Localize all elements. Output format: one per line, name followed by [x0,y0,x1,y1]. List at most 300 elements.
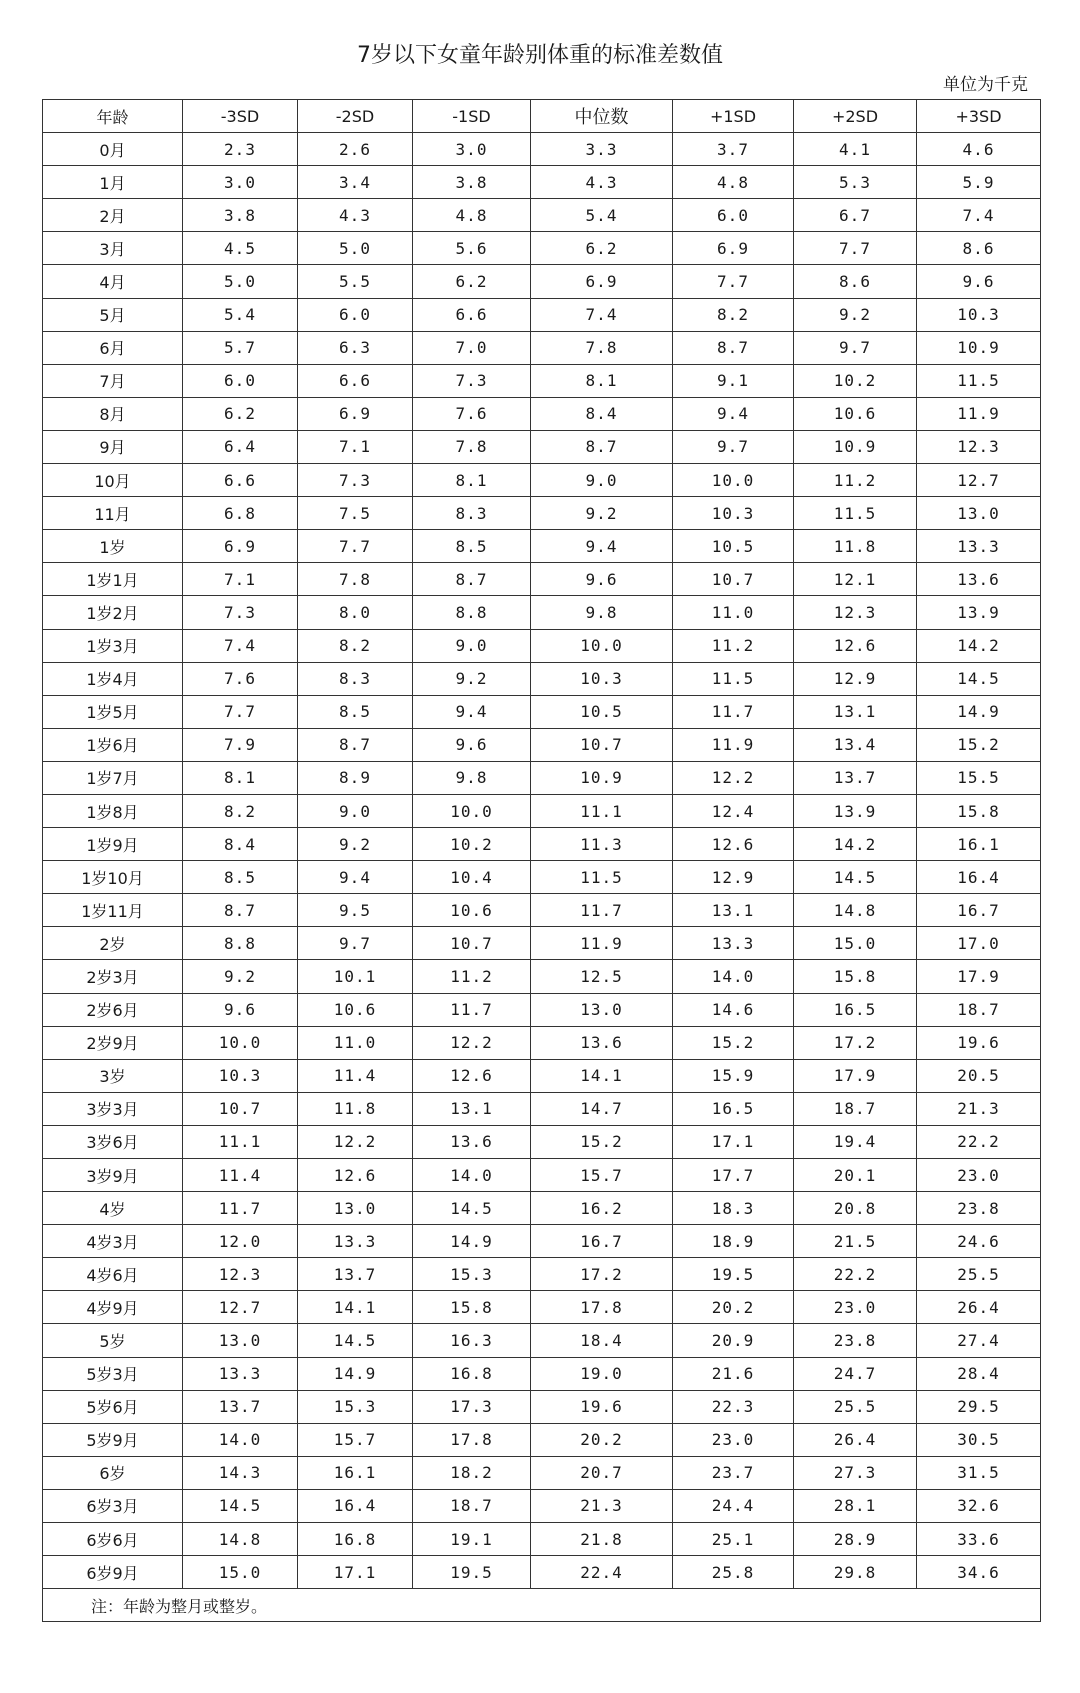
cell-plus-2sd: 29.8 [794,1556,917,1589]
cell-median: 8.4 [531,397,673,430]
cell-plus-1sd: 19.5 [673,1258,794,1291]
cell-age: 1岁5月 [43,695,183,728]
cell-minus-2sd: 8.3 [298,662,413,695]
cell-plus-2sd: 13.9 [794,794,917,827]
cell-minus-1sd: 9.6 [413,728,531,761]
cell-minus-2sd: 16.4 [298,1489,413,1522]
cell-minus-2sd: 2.6 [298,133,413,166]
cell-minus-3sd: 15.0 [183,1556,298,1589]
cell-minus-1sd: 10.0 [413,794,531,827]
cell-minus-2sd: 9.2 [298,828,413,861]
table-row [43,133,1041,166]
cell-age: 1岁11月 [43,894,183,927]
cell-median: 8.1 [531,364,673,397]
cell-age: 6岁6月 [43,1523,183,1556]
cell-age: 4岁6月 [43,1258,183,1291]
table-row [43,232,1041,265]
cell-minus-2sd: 17.1 [298,1556,413,1589]
header-median: 中位数 [531,100,673,133]
cell-minus-2sd: 13.3 [298,1225,413,1258]
cell-age: 0月 [43,133,183,166]
cell-minus-3sd: 4.5 [183,232,298,265]
table-row [43,1456,1041,1489]
cell-minus-1sd: 4.8 [413,199,531,232]
cell-minus-1sd: 10.2 [413,828,531,861]
cell-age: 4岁3月 [43,1225,183,1258]
cell-plus-1sd: 12.9 [673,861,794,894]
cell-minus-3sd: 14.5 [183,1489,298,1522]
cell-minus-2sd: 13.0 [298,1192,413,1225]
cell-median: 12.5 [531,960,673,993]
cell-minus-2sd: 14.5 [298,1324,413,1357]
cell-minus-2sd: 9.7 [298,927,413,960]
cell-minus-3sd: 12.3 [183,1258,298,1291]
cell-minus-1sd: 15.3 [413,1258,531,1291]
cell-median: 5.4 [531,199,673,232]
cell-minus-3sd: 8.2 [183,794,298,827]
cell-minus-2sd: 8.7 [298,728,413,761]
cell-minus-3sd: 6.8 [183,497,298,530]
cell-median: 9.4 [531,530,673,563]
cell-plus-2sd: 9.2 [794,298,917,331]
cell-plus-3sd: 7.4 [917,199,1041,232]
cell-minus-1sd: 11.7 [413,993,531,1026]
cell-minus-1sd: 13.1 [413,1092,531,1125]
cell-minus-2sd: 7.5 [298,497,413,530]
cell-median: 7.4 [531,298,673,331]
cell-plus-1sd: 6.9 [673,232,794,265]
table-row [43,1258,1041,1291]
cell-age: 11月 [43,497,183,530]
cell-plus-2sd: 18.7 [794,1092,917,1125]
table-row [43,331,1041,364]
cell-minus-1sd: 6.2 [413,265,531,298]
cell-plus-2sd: 13.1 [794,695,917,728]
cell-minus-1sd: 9.2 [413,662,531,695]
table-row [43,596,1041,629]
cell-plus-1sd: 18.9 [673,1225,794,1258]
header-minus-1sd: -1SD [413,100,531,133]
cell-median: 21.8 [531,1523,673,1556]
cell-plus-2sd: 26.4 [794,1423,917,1456]
cell-plus-1sd: 7.7 [673,265,794,298]
cell-median: 10.7 [531,728,673,761]
table-row [43,794,1041,827]
table-row [43,265,1041,298]
cell-minus-3sd: 8.1 [183,761,298,794]
cell-minus-2sd: 15.3 [298,1390,413,1423]
table-row [43,397,1041,430]
table-row [43,364,1041,397]
cell-plus-2sd: 14.8 [794,894,917,927]
cell-age: 1岁4月 [43,662,183,695]
cell-plus-1sd: 25.1 [673,1523,794,1556]
cell-plus-1sd: 23.7 [673,1456,794,1489]
cell-minus-3sd: 8.7 [183,894,298,927]
table-row [43,530,1041,563]
cell-minus-1sd: 12.6 [413,1059,531,1092]
cell-minus-3sd: 9.2 [183,960,298,993]
cell-plus-3sd: 13.3 [917,530,1041,563]
cell-minus-1sd: 3.0 [413,133,531,166]
table-row [43,960,1041,993]
cell-plus-3sd: 11.9 [917,397,1041,430]
table-row [43,1159,1041,1192]
cell-minus-2sd: 8.2 [298,629,413,662]
page-title: 7岁以下女童年龄别体重的标准差数值 [357,43,723,68]
cell-median: 9.0 [531,464,673,497]
cell-plus-3sd: 16.7 [917,894,1041,927]
cell-median: 11.3 [531,828,673,861]
cell-median: 3.3 [531,133,673,166]
cell-minus-3sd: 3.0 [183,166,298,199]
cell-minus-2sd: 4.3 [298,199,413,232]
cell-plus-3sd: 15.8 [917,794,1041,827]
cell-plus-1sd: 15.2 [673,1026,794,1059]
cell-plus-1sd: 8.2 [673,298,794,331]
cell-minus-3sd: 7.6 [183,662,298,695]
cell-plus-2sd: 4.1 [794,133,917,166]
cell-minus-2sd: 10.6 [298,993,413,1026]
cell-median: 6.2 [531,232,673,265]
cell-age: 6岁9月 [43,1556,183,1589]
cell-age: 3岁6月 [43,1125,183,1158]
cell-minus-1sd: 9.0 [413,629,531,662]
cell-plus-3sd: 28.4 [917,1357,1041,1390]
cell-age: 2岁 [43,927,183,960]
cell-plus-3sd: 17.9 [917,960,1041,993]
cell-minus-3sd: 10.7 [183,1092,298,1125]
cell-age: 2月 [43,199,183,232]
cell-plus-1sd: 9.7 [673,430,794,463]
cell-age: 5岁6月 [43,1390,183,1423]
cell-median: 9.8 [531,596,673,629]
cell-median: 20.7 [531,1456,673,1489]
cell-plus-3sd: 14.5 [917,662,1041,695]
cell-plus-3sd: 16.1 [917,828,1041,861]
cell-age: 8月 [43,397,183,430]
cell-plus-1sd: 4.8 [673,166,794,199]
table-row [43,728,1041,761]
cell-age: 5月 [43,298,183,331]
cell-plus-3sd: 10.9 [917,331,1041,364]
cell-minus-3sd: 6.6 [183,464,298,497]
cell-median: 15.2 [531,1125,673,1158]
cell-plus-2sd: 10.2 [794,364,917,397]
cell-minus-3sd: 13.7 [183,1390,298,1423]
cell-minus-1sd: 16.8 [413,1357,531,1390]
cell-plus-1sd: 10.7 [673,563,794,596]
cell-minus-2sd: 14.1 [298,1291,413,1324]
cell-minus-2sd: 11.0 [298,1026,413,1059]
cell-plus-1sd: 22.3 [673,1390,794,1423]
cell-plus-3sd: 10.3 [917,298,1041,331]
cell-age: 1岁8月 [43,794,183,827]
cell-plus-2sd: 28.9 [794,1523,917,1556]
cell-age: 3岁9月 [43,1159,183,1192]
cell-minus-1sd: 12.2 [413,1026,531,1059]
cell-median: 13.0 [531,993,673,1026]
cell-median: 4.3 [531,166,673,199]
cell-plus-3sd: 4.6 [917,133,1041,166]
table-row [43,1291,1041,1324]
cell-minus-1sd: 8.3 [413,497,531,530]
cell-plus-3sd: 13.0 [917,497,1041,530]
cell-minus-2sd: 8.5 [298,695,413,728]
cell-minus-2sd: 9.0 [298,794,413,827]
cell-plus-2sd: 12.1 [794,563,917,596]
cell-minus-3sd: 14.8 [183,1523,298,1556]
cell-median: 15.7 [531,1159,673,1192]
cell-minus-3sd: 7.7 [183,695,298,728]
cell-minus-3sd: 12.0 [183,1225,298,1258]
cell-plus-1sd: 8.7 [673,331,794,364]
table-row [43,1324,1041,1357]
cell-minus-1sd: 7.0 [413,331,531,364]
cell-minus-1sd: 19.1 [413,1523,531,1556]
cell-plus-2sd: 28.1 [794,1489,917,1522]
cell-plus-1sd: 11.9 [673,728,794,761]
cell-plus-1sd: 20.9 [673,1324,794,1357]
cell-median: 8.7 [531,430,673,463]
cell-minus-3sd: 12.7 [183,1291,298,1324]
cell-minus-2sd: 3.4 [298,166,413,199]
cell-plus-2sd: 11.8 [794,530,917,563]
cell-minus-2sd: 6.9 [298,397,413,430]
cell-plus-3sd: 5.9 [917,166,1041,199]
cell-plus-1sd: 24.4 [673,1489,794,1522]
table-row [43,695,1041,728]
table-row [43,497,1041,530]
cell-minus-3sd: 11.7 [183,1192,298,1225]
cell-plus-2sd: 25.5 [794,1390,917,1423]
cell-plus-1sd: 18.3 [673,1192,794,1225]
cell-minus-3sd: 13.0 [183,1324,298,1357]
table-row [43,563,1041,596]
table-row [43,1357,1041,1390]
cell-minus-3sd: 11.1 [183,1125,298,1158]
cell-minus-3sd: 5.0 [183,265,298,298]
cell-median: 9.2 [531,497,673,530]
cell-minus-1sd: 14.0 [413,1159,531,1192]
cell-age: 1岁1月 [43,563,183,596]
cell-minus-2sd: 6.3 [298,331,413,364]
cell-age: 3月 [43,232,183,265]
cell-minus-3sd: 6.0 [183,364,298,397]
header-row [43,100,1041,133]
cell-minus-1sd: 11.2 [413,960,531,993]
table-row [43,464,1041,497]
cell-plus-3sd: 24.6 [917,1225,1041,1258]
cell-minus-3sd: 14.0 [183,1423,298,1456]
cell-age: 2岁3月 [43,960,183,993]
cell-minus-3sd: 10.0 [183,1026,298,1059]
table-body [43,133,1041,1589]
cell-plus-2sd: 13.7 [794,761,917,794]
cell-median: 11.5 [531,861,673,894]
cell-age: 7月 [43,364,183,397]
cell-plus-3sd: 8.6 [917,232,1041,265]
cell-plus-1sd: 11.5 [673,662,794,695]
cell-minus-3sd: 6.2 [183,397,298,430]
cell-age: 1岁 [43,530,183,563]
cell-median: 13.6 [531,1026,673,1059]
cell-plus-2sd: 24.7 [794,1357,917,1390]
cell-plus-3sd: 21.3 [917,1092,1041,1125]
table-row [43,1390,1041,1423]
cell-minus-1sd: 14.5 [413,1192,531,1225]
cell-age: 2岁9月 [43,1026,183,1059]
cell-plus-2sd: 27.3 [794,1456,917,1489]
cell-plus-3sd: 27.4 [917,1324,1041,1357]
weight-sd-table [42,99,1041,1622]
cell-minus-1sd: 7.8 [413,430,531,463]
cell-plus-2sd: 20.1 [794,1159,917,1192]
cell-age: 6岁3月 [43,1489,183,1522]
cell-median: 10.9 [531,761,673,794]
cell-minus-3sd: 8.5 [183,861,298,894]
table-row [43,993,1041,1026]
cell-plus-3sd: 14.9 [917,695,1041,728]
cell-minus-3sd: 7.3 [183,596,298,629]
cell-plus-3sd: 29.5 [917,1390,1041,1423]
cell-plus-3sd: 32.6 [917,1489,1041,1522]
cell-age: 3岁 [43,1059,183,1092]
header-minus-3sd: -3SD [183,100,298,133]
cell-plus-2sd: 11.2 [794,464,917,497]
cell-minus-2sd: 8.9 [298,761,413,794]
cell-plus-3sd: 17.0 [917,927,1041,960]
cell-minus-2sd: 11.4 [298,1059,413,1092]
cell-age: 5岁3月 [43,1357,183,1390]
cell-plus-2sd: 12.6 [794,629,917,662]
cell-plus-1sd: 12.6 [673,828,794,861]
cell-plus-2sd: 22.2 [794,1258,917,1291]
cell-minus-2sd: 7.1 [298,430,413,463]
cell-minus-2sd: 10.1 [298,960,413,993]
cell-minus-2sd: 6.0 [298,298,413,331]
table-row [43,1092,1041,1125]
cell-plus-2sd: 17.9 [794,1059,917,1092]
cell-plus-2sd: 16.5 [794,993,917,1026]
cell-plus-2sd: 9.7 [794,331,917,364]
cell-minus-3sd: 7.9 [183,728,298,761]
cell-minus-3sd: 6.9 [183,530,298,563]
table-row [43,298,1041,331]
table-row [43,1489,1041,1522]
header-age: 年龄 [43,100,183,133]
cell-plus-2sd: 6.7 [794,199,917,232]
cell-median: 22.4 [531,1556,673,1589]
cell-minus-2sd: 12.6 [298,1159,413,1192]
cell-median: 10.3 [531,662,673,695]
cell-plus-1sd: 23.0 [673,1423,794,1456]
cell-plus-1sd: 17.1 [673,1125,794,1158]
cell-minus-3sd: 14.3 [183,1456,298,1489]
cell-plus-3sd: 34.6 [917,1556,1041,1589]
cell-plus-3sd: 14.2 [917,629,1041,662]
cell-age: 5岁9月 [43,1423,183,1456]
cell-minus-3sd: 8.8 [183,927,298,960]
cell-minus-1sd: 8.8 [413,596,531,629]
cell-plus-3sd: 23.0 [917,1159,1041,1192]
cell-plus-2sd: 19.4 [794,1125,917,1158]
cell-minus-1sd: 10.6 [413,894,531,927]
cell-median: 7.8 [531,331,673,364]
cell-age: 6月 [43,331,183,364]
cell-minus-1sd: 13.6 [413,1125,531,1158]
cell-plus-1sd: 6.0 [673,199,794,232]
cell-plus-3sd: 33.6 [917,1523,1041,1556]
cell-plus-1sd: 21.6 [673,1357,794,1390]
cell-median: 21.3 [531,1489,673,1522]
cell-plus-1sd: 20.2 [673,1291,794,1324]
cell-plus-2sd: 23.8 [794,1324,917,1357]
cell-median: 14.1 [531,1059,673,1092]
table-row [43,894,1041,927]
cell-median: 11.9 [531,927,673,960]
note-text: 注：年龄为整月或整岁。 [43,1589,1041,1622]
cell-median: 10.0 [531,629,673,662]
cell-plus-1sd: 10.5 [673,530,794,563]
cell-age: 1岁9月 [43,828,183,861]
cell-plus-1sd: 12.4 [673,794,794,827]
cell-age: 3岁3月 [43,1092,183,1125]
cell-minus-1sd: 5.6 [413,232,531,265]
cell-minus-1sd: 8.1 [413,464,531,497]
cell-plus-1sd: 11.0 [673,596,794,629]
table-row [43,927,1041,960]
cell-minus-1sd: 15.8 [413,1291,531,1324]
cell-minus-3sd: 6.4 [183,430,298,463]
cell-plus-1sd: 14.0 [673,960,794,993]
table-row [43,828,1041,861]
cell-plus-3sd: 31.5 [917,1456,1041,1489]
cell-plus-1sd: 11.2 [673,629,794,662]
cell-minus-2sd: 13.7 [298,1258,413,1291]
cell-plus-3sd: 23.8 [917,1192,1041,1225]
cell-minus-1sd: 8.5 [413,530,531,563]
cell-age: 1月 [43,166,183,199]
cell-plus-2sd: 5.3 [794,166,917,199]
cell-age: 1岁10月 [43,861,183,894]
cell-minus-2sd: 5.5 [298,265,413,298]
cell-minus-3sd: 2.3 [183,133,298,166]
table-row [43,662,1041,695]
table-row [43,1225,1041,1258]
cell-median: 16.2 [531,1192,673,1225]
cell-plus-1sd: 13.1 [673,894,794,927]
cell-age: 4月 [43,265,183,298]
cell-minus-2sd: 7.8 [298,563,413,596]
cell-plus-3sd: 12.3 [917,430,1041,463]
cell-plus-3sd: 25.5 [917,1258,1041,1291]
cell-minus-2sd: 14.9 [298,1357,413,1390]
cell-minus-1sd: 17.8 [413,1423,531,1456]
header-plus-2sd: +2SD [794,100,917,133]
cell-minus-1sd: 17.3 [413,1390,531,1423]
table-row [43,1026,1041,1059]
cell-age: 9月 [43,430,183,463]
cell-plus-2sd: 14.5 [794,861,917,894]
cell-median: 11.7 [531,894,673,927]
cell-median: 19.6 [531,1390,673,1423]
cell-plus-1sd: 12.2 [673,761,794,794]
cell-plus-1sd: 14.6 [673,993,794,1026]
cell-minus-2sd: 7.3 [298,464,413,497]
cell-plus-3sd: 9.6 [917,265,1041,298]
cell-plus-3sd: 15.5 [917,761,1041,794]
